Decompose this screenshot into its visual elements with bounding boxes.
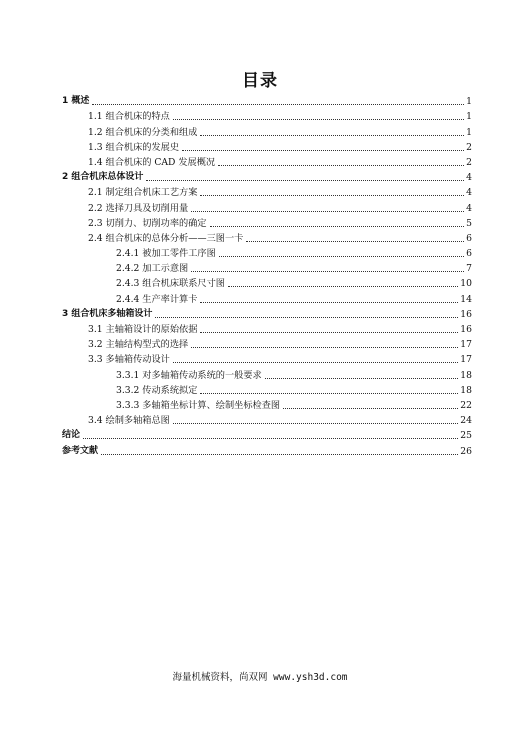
toc-entry-label: 3.4 绘制多轴箱总图	[88, 415, 170, 427]
toc-leader-dots	[265, 378, 459, 379]
toc-entry	[62, 441, 472, 456]
toc-entry-label: 1.2 组合机床的分类和组成	[88, 126, 198, 138]
toc-entry-label: 3 组合机床多轴箱设计	[62, 308, 153, 319]
toc-entry-page: 4	[466, 187, 472, 199]
toc-leader-dots	[210, 226, 465, 227]
toc-leader-dots	[173, 119, 464, 120]
toc-entry-page: 2	[466, 156, 472, 168]
toc-entry-label: 2.1 制定组合机床工艺方案	[88, 187, 198, 199]
toc-entry-label: 2.4.1 被加工零件工序图	[116, 248, 216, 260]
toc-entry	[62, 198, 472, 213]
toc-entry	[62, 259, 472, 274]
toc-entry-page: 18	[460, 384, 472, 396]
toc-leader-dots	[246, 241, 464, 242]
table-of-contents	[62, 92, 472, 457]
toc-entry-label: 2.4.3 组合机床联系尺寸图	[116, 278, 225, 290]
toc-leader-dots	[101, 454, 458, 455]
toc-entry-page: 2	[466, 141, 472, 153]
toc-leader-dots	[173, 362, 458, 363]
toc-entry	[62, 92, 472, 107]
toc-entry-page: 4	[466, 202, 472, 214]
toc-leader-dots	[200, 332, 458, 333]
toc-entry	[62, 214, 472, 229]
toc-entry	[62, 244, 472, 259]
toc-entry-page: 14	[460, 293, 472, 305]
toc-entry	[62, 411, 472, 426]
toc-leader-dots	[173, 423, 458, 424]
toc-entry-label: 结论	[62, 430, 81, 441]
toc-entry-page: 24	[460, 415, 472, 427]
toc-entry-page: 1	[466, 111, 472, 123]
toc-entry	[62, 168, 472, 183]
toc-leader-dots	[219, 256, 464, 257]
toc-entry-label: 3.3.3 多轴箱坐标计算、绘制坐标检查图	[116, 399, 281, 411]
toc-entry-page: 16	[460, 308, 472, 320]
toc-leader-dots	[83, 438, 458, 439]
toc-entry-page: 22	[460, 399, 472, 411]
toc-entry-label: 2.4.2 加工示意图	[116, 263, 189, 275]
toc-entry-label: 2.3 切削力、切削功率的确定	[88, 217, 207, 229]
toc-entry-label: 3.3.2 传动系统拟定	[116, 384, 198, 396]
toc-entry-label: 2.4 组合机床的总体分析——三图一卡	[88, 232, 244, 244]
footer-watermark: 海量机械资料，尚双网 www.ysh3d.com	[172, 672, 348, 683]
toc-entry-label: 3.1 主轴箱设计的原始依据	[88, 324, 198, 335]
toc-leader-dots	[191, 271, 464, 272]
toc-entry-page: 6	[466, 232, 472, 244]
toc-entry	[62, 426, 472, 441]
toc-entry-page: 26	[460, 445, 472, 457]
toc-entry-page: 25	[460, 430, 472, 442]
toc-leader-dots	[228, 286, 458, 287]
toc-entry	[62, 289, 472, 304]
toc-leader-dots	[200, 195, 464, 196]
toc-leader-dots	[182, 150, 464, 151]
toc-entry	[62, 107, 472, 122]
toc-entry-page: 18	[460, 369, 472, 381]
toc-entry-page: 1	[466, 96, 472, 108]
toc-entry	[62, 138, 472, 153]
toc-leader-dots	[200, 135, 464, 136]
toc-entry-page: 16	[460, 324, 472, 335]
toc-entry	[62, 350, 472, 365]
toc-entry-label: 参考文献	[62, 445, 99, 456]
toc-entry-label: 3.3 多轴箱传动设计	[88, 354, 170, 366]
toc-entry	[62, 335, 472, 350]
toc-entry	[62, 365, 472, 380]
toc-entry-label: 1.4 组合机床的 CAD 发展概况	[88, 156, 216, 168]
toc-entry-page: 4	[466, 172, 472, 184]
toc-entry	[62, 320, 472, 335]
toc-leader-dots	[191, 347, 458, 348]
toc-entry-label: 1 概述	[62, 96, 90, 107]
toc-entry-page: 7	[466, 263, 472, 275]
toc-leader-dots	[92, 104, 464, 105]
toc-entry	[62, 229, 472, 244]
toc-leader-dots	[218, 165, 464, 166]
page-title: 目录	[242, 71, 278, 91]
toc-entry-label: 2.4.4 生产率计算卡	[116, 293, 198, 305]
toc-entry-label: 2 组合机床总体设计	[62, 172, 144, 183]
toc-entry	[62, 153, 472, 168]
toc-leader-dots	[200, 393, 458, 394]
toc-entry-label: 1.1 组合机床的特点	[88, 111, 170, 123]
toc-leader-dots	[200, 302, 458, 303]
toc-leader-dots	[155, 317, 458, 318]
toc-entry-label: 3.3.1 对多轴箱传动系统的一般要求	[116, 369, 262, 381]
toc-entry	[62, 396, 472, 411]
toc-entry-page: 17	[460, 354, 472, 366]
toc-entry	[62, 274, 472, 289]
toc-entry	[62, 381, 472, 396]
toc-entry-page: 5	[466, 217, 472, 229]
toc-entry-label: 1.3 组合机床的发展史	[88, 141, 180, 153]
toc-entry-page: 10	[460, 278, 472, 290]
toc-entry	[62, 122, 472, 137]
toc-leader-dots	[146, 180, 464, 181]
toc-entry-label: 2.2 选择刀具及切削用量	[88, 202, 189, 214]
toc-entry	[62, 183, 472, 198]
toc-leader-dots	[191, 211, 464, 212]
toc-leader-dots	[283, 408, 458, 409]
toc-entry-label: 3.2 主轴结构型式的选择	[88, 339, 189, 351]
toc-entry-page: 17	[460, 339, 472, 351]
toc-entry-page: 1	[466, 126, 472, 138]
toc-entry	[62, 305, 472, 320]
toc-entry-page: 6	[466, 248, 472, 260]
